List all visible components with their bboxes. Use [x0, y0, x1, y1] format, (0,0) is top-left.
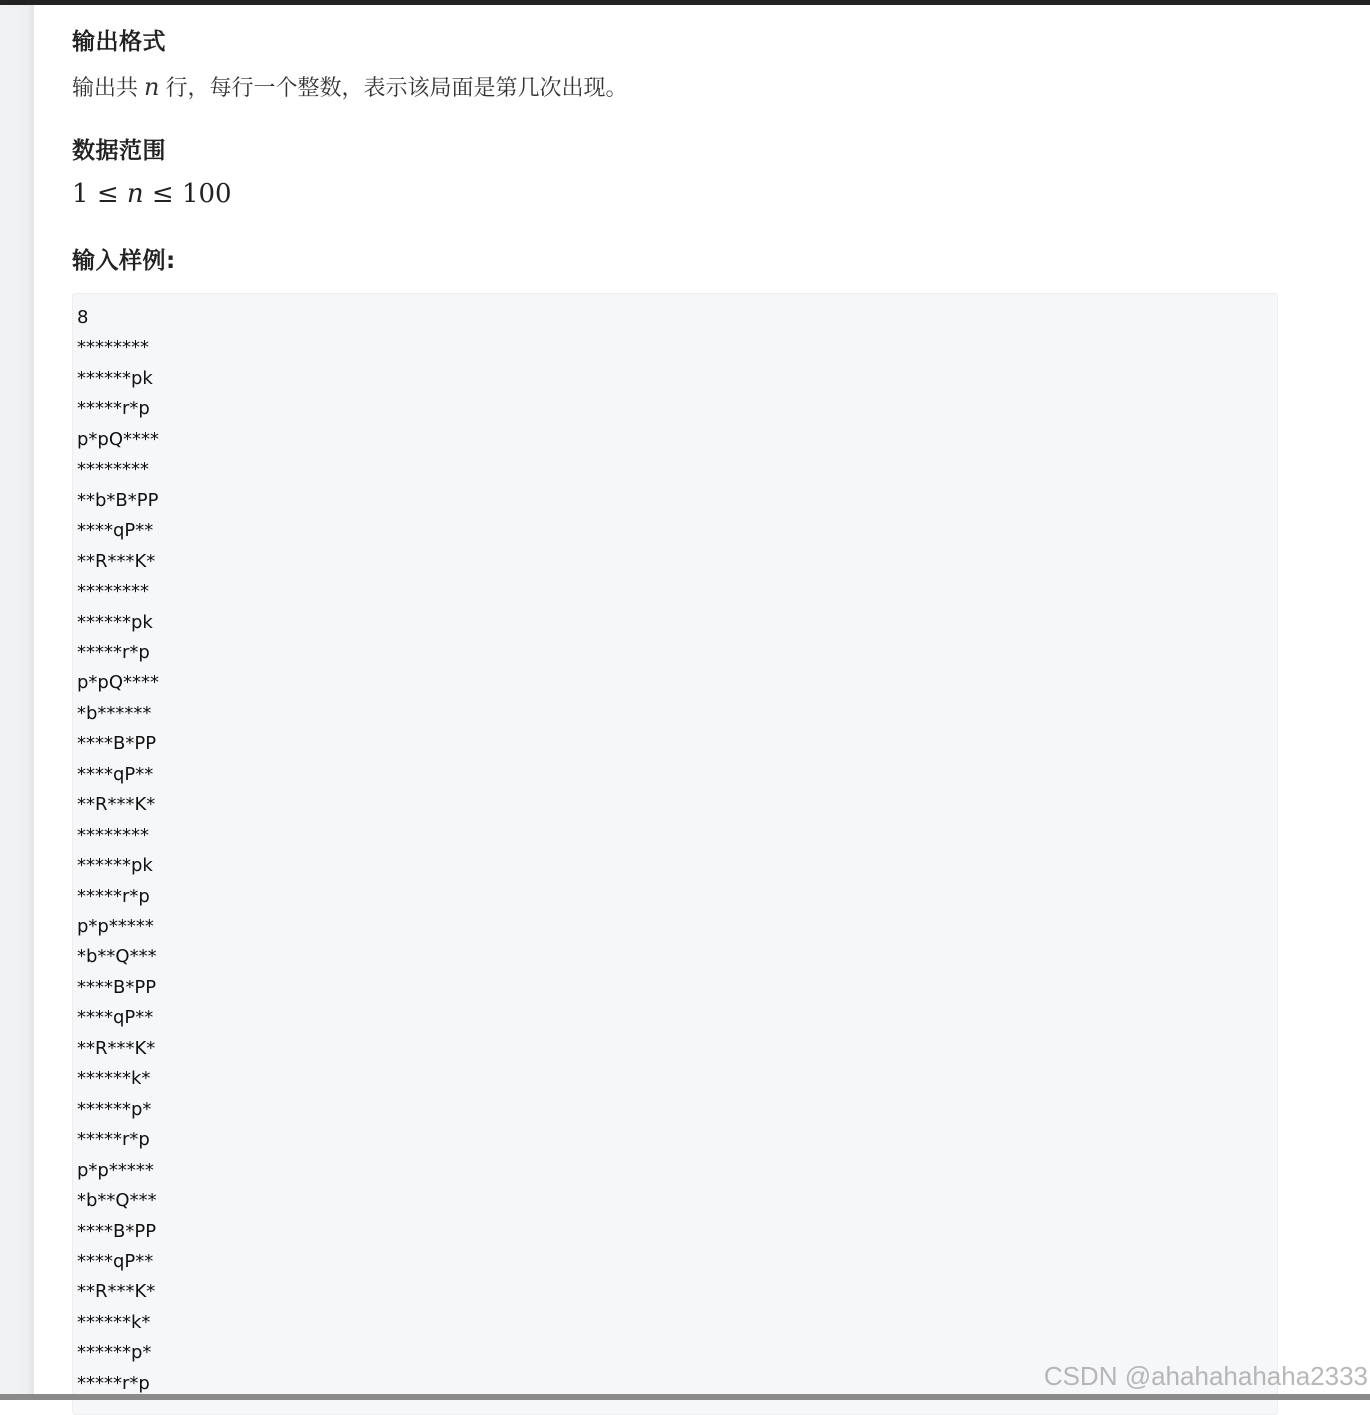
range-lower: 1 — [72, 179, 89, 209]
code-line: ******k* — [77, 1311, 151, 1333]
code-line: *b****** — [77, 702, 152, 724]
code-line: ******pk — [77, 367, 153, 389]
code-line: p*p***** — [77, 1159, 154, 1181]
range-le-2: ≤ — [151, 179, 174, 209]
code-line: ******p* — [77, 1098, 152, 1120]
code-line: ****qP** — [77, 520, 154, 542]
output-text-before: 输出共 — [72, 76, 139, 101]
code-line: **R***K* — [77, 794, 156, 816]
code-line: ******** — [77, 581, 149, 603]
code-line: **R***K* — [77, 1037, 156, 1059]
code-line: *b**Q*** — [77, 1190, 157, 1212]
code-line: *b**Q*** — [77, 946, 157, 968]
code-line: ****B*PP — [77, 1220, 157, 1242]
code-line: ****qP** — [77, 1250, 154, 1272]
sample-input-heading: 输入样例: — [72, 248, 176, 274]
range-le-1: ≤ — [96, 179, 119, 209]
code-line: ******p* — [77, 1342, 152, 1364]
code-line: p*p***** — [77, 916, 154, 937]
code-line: 8 — [77, 307, 89, 328]
code-line: *****r*p — [77, 1372, 150, 1394]
code-line: ******pk — [77, 855, 153, 877]
horizontal-scrollbar[interactable] — [0, 1394, 1370, 1400]
csdn-watermark: CSDN @ahahahahaha2333 — [1043, 1361, 1368, 1391]
range-upper: 100 — [181, 179, 232, 209]
code-line: ******** — [77, 459, 149, 481]
output-format-heading: 输出格式 — [72, 29, 166, 55]
output-text-after: 行，每行一个整数，表示该局面是第几次出现。 — [165, 76, 628, 101]
code-line: **R***K* — [77, 1281, 156, 1303]
code-line: *****r*p — [77, 885, 150, 907]
code-line: ******** — [77, 337, 149, 359]
data-range-heading: 数据范围 — [72, 138, 166, 164]
left-sidebar-gutter — [0, 5, 34, 1395]
code-line: ****qP** — [77, 763, 154, 785]
range-var-n: n — [126, 179, 144, 209]
code-line: **R***K* — [77, 550, 156, 572]
code-line: p*pQ**** — [77, 428, 160, 450]
code-line: ******k* — [77, 1068, 151, 1090]
code-line: ****qP** — [77, 1007, 154, 1029]
output-format-text — [72, 71, 628, 102]
code-line: *****r*p — [77, 1129, 150, 1151]
code-line: *****r*p — [77, 398, 150, 420]
top-border — [0, 0, 1370, 5]
code-line: *****r*p — [77, 641, 150, 663]
code-line: ******** — [77, 824, 149, 846]
output-var-n: n — [144, 73, 160, 101]
code-line: ****B*PP — [77, 733, 157, 755]
data-range-formula — [72, 179, 232, 209]
code-line: **b*B*PP — [77, 489, 159, 511]
code-line: p*pQ**** — [77, 672, 160, 694]
code-line: ******pk — [77, 611, 153, 633]
sample-input-code-block[interactable] — [72, 293, 1278, 1415]
code-line: ****B*PP — [77, 976, 157, 998]
